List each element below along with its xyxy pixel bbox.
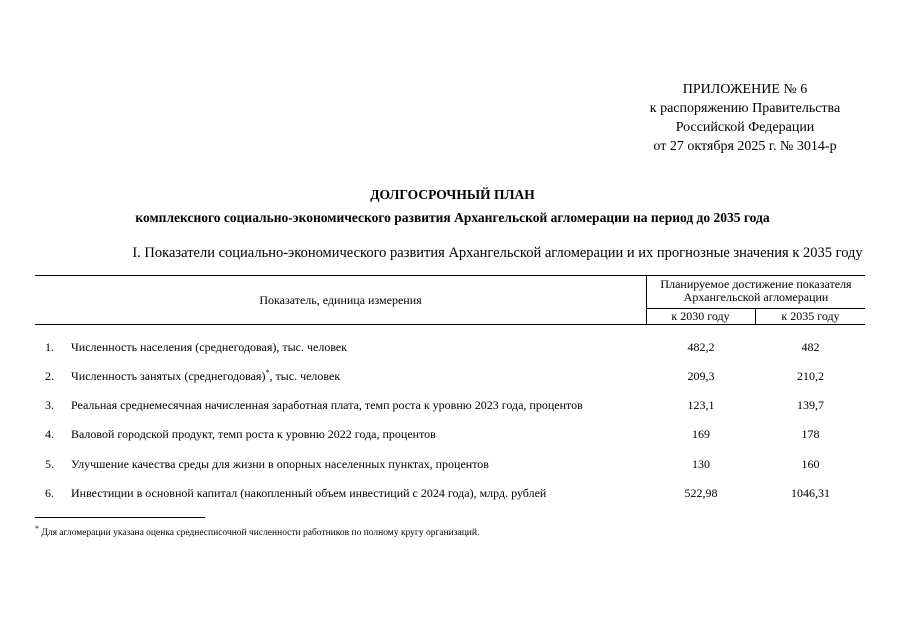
header-indicator (35, 276, 647, 324)
appendix-ref-line1: к распоряжению Правительства (649, 101, 841, 116)
document-subtitle: комплексного социально-экономического развития Архангельской агломерации на период до 2035 года (135, 210, 770, 225)
row-value-2030: 522,98 (684, 486, 718, 500)
table-row (35, 485, 865, 501)
row-indicator: Численность населения (среднегодовая), тыс. человек (71, 340, 348, 354)
header-year-2035: к 2035 году (755, 309, 865, 325)
indicators-table (35, 275, 865, 500)
header-indicator-label: Показатель, единица измерения (259, 292, 422, 307)
header-plan-line2: Архангельской агломерации (683, 290, 829, 304)
header-plan (647, 278, 865, 304)
header-plan-line1: Планируемое достижение показателя (660, 277, 852, 291)
row-value-2035: 1046,31 (791, 486, 830, 500)
footnote-divider (35, 517, 205, 518)
row-indicator: Улучшение качества среды для жизни в опорных населенных пунктах, процентов (71, 457, 489, 471)
row-value-2030: 209,3 (687, 369, 715, 383)
table-row (35, 397, 865, 413)
row-value-2030: 130 (692, 457, 710, 471)
header-year-2030: к 2030 году (671, 309, 730, 323)
row-indicator-text: Численность занятых (среднегодовая) (71, 369, 266, 383)
footnote (35, 523, 480, 538)
appendix-block (600, 80, 890, 156)
row-number: 5. (45, 457, 54, 471)
footnote-marker: * (265, 368, 270, 377)
row-number: 6. (45, 486, 54, 500)
row-value-2030: 123,1 (687, 398, 715, 412)
row-indicator-unit: , тыс. человек (269, 369, 341, 383)
row-number: 1. (45, 340, 54, 354)
row-number: 3. (45, 398, 54, 412)
table-row (35, 368, 865, 384)
table-row (35, 456, 865, 472)
row-indicator: Реальная среднемесячная начисленная заработная плата, темп роста к уровню 2023 года, процентов (71, 398, 583, 412)
row-number: 4. (45, 427, 54, 441)
table-row (35, 339, 865, 355)
row-value-2030: 169 (692, 427, 710, 441)
row-value-2035: 160 (801, 457, 820, 471)
row-value-2035: 178 (801, 427, 820, 441)
row-value-2035: 139,7 (797, 398, 824, 412)
section-title: I. Показатели социально-экономического развития Архангельской агломерации и их прогнозные значения к 2035 году (132, 245, 863, 261)
document-title: ДОЛГОСРОЧНЫЙ ПЛАН (370, 187, 535, 202)
row-indicator: Инвестиции в основной капитал (накопленный объем инвестиций с 2024 года), млрд. рублей (71, 486, 547, 500)
appendix-ref-line2: Российской Федерации (675, 120, 815, 135)
row-value-2035: 482 (801, 340, 820, 354)
header-years (646, 308, 865, 325)
row-number: 2. (45, 369, 54, 383)
row-value-2035: 210,2 (797, 369, 824, 383)
row-value-2030: 482,2 (687, 340, 715, 354)
table-header (35, 275, 865, 325)
footnote-text: Для агломерации указана оценка среднесписочной численности работников по полному кругу организаций. (39, 528, 480, 538)
row-indicator: Валовой городской продукт, темп роста к уровню 2022 года, процентов (71, 427, 436, 441)
appendix-number: ПРИЛОЖЕНИЕ № 6 (682, 82, 808, 97)
footnote-mark: * (35, 523, 39, 533)
row-indicator (71, 368, 340, 384)
appendix-date: от 27 октября 2025 г. № 3014-р (653, 139, 837, 154)
table-row (35, 426, 865, 442)
